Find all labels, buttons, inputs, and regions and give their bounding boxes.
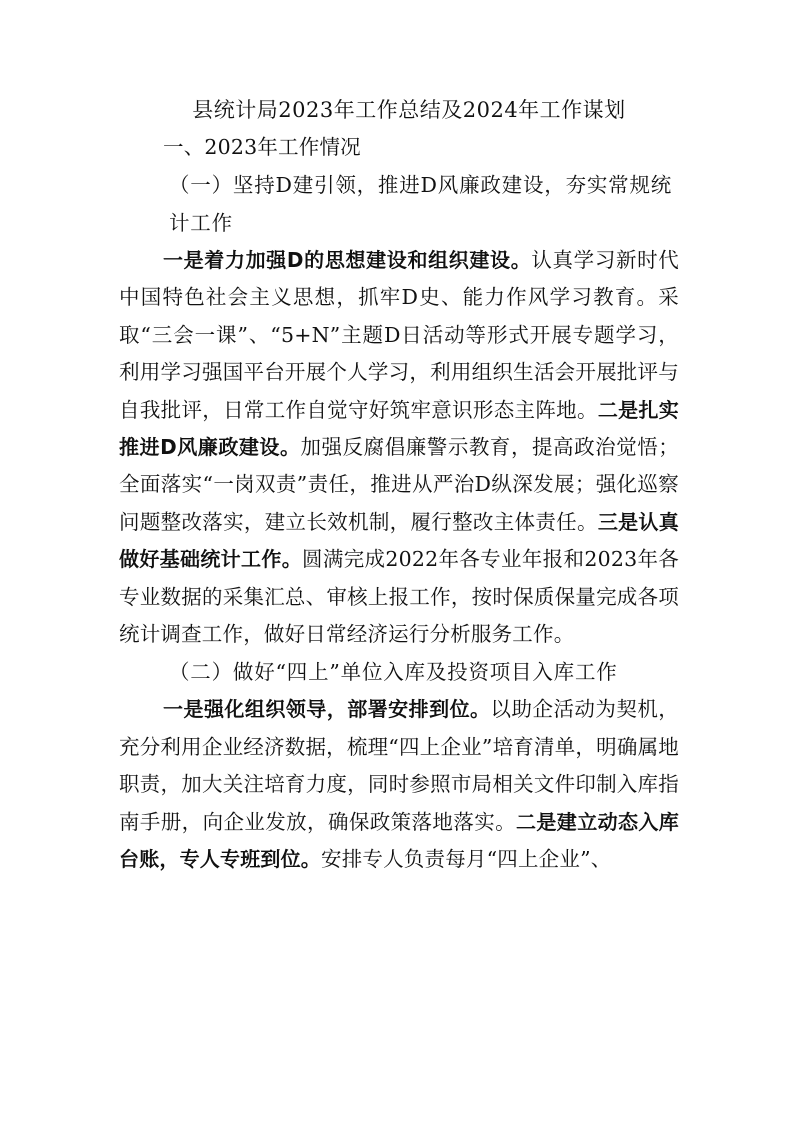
paragraph-2-lead-1: 一是强化组织领导，部署安排到位。 [163,697,491,722]
section-heading-1: 一、2023年工作情况 [163,135,361,159]
paragraph-1-lead-1: 一是着力加强D的思想建设和组织建设。 [163,248,532,272]
paragraph-2-text-1: 以助企活动为契机，充分利用企业经济数据，梳理“四上企业”培育清单，明确属地职责，加大关注培育力度，同时参照市局相关文件印制入库指南手册，向企业发放，确保政策落地落实。 [119,697,679,834]
paragraph-2 [119,691,679,878]
paragraph-1-text-1: 认真学习新时代中国特色社会主义思想，抓牢D史、能力作风学习教育。采取“三会一课”、“5+N”主题D日活动等形式开展专题学习，利用学习强国平台开展个人学习，利用组织生活会开展批评与自我批评，日常工作自觉守好筑牢意识形态主阵地。 [119,248,679,422]
paragraph-1-lead-2: 二是扎实推进D风廉政建设。 [119,397,679,460]
subsection-heading-2: （二）做好“四上”单位入库及投资项目入库工作 [169,660,618,685]
paragraph-2-lead-2: 二是建立动态入库台账，专人专班到位。 [119,809,679,872]
paragraph-2-text-2: 安排专人负责每月“四上企业”、 [321,847,612,872]
subsection-heading-1: （一）坚持D建引领，推进D风廉政建设，夯实常规统计工作 [169,173,673,235]
paragraph-1 [119,242,679,653]
document-body [119,93,679,879]
paragraph-1-lead-3: 三是认真做好基础统计工作。 [119,509,679,572]
document-title: 县统计局2023年工作总结及2024年工作谋划 [192,98,626,122]
paragraph-1-text-3: 圆满完成2022年各专业年报和2023年各专业数据的采集汇总、审核上报工作，按时保质保量完成各项统计调查工作，做好日常经济运行分析服务工作。 [119,547,679,647]
paragraph-1-text-2: 加强反腐倡廉警示教育，提高政治觉悟；全面落实“一岗双责”责任，推进从严治D纵深发展；强化巡察问题整改落实，建立长效机制，履行整改主体责任。 [119,435,679,534]
